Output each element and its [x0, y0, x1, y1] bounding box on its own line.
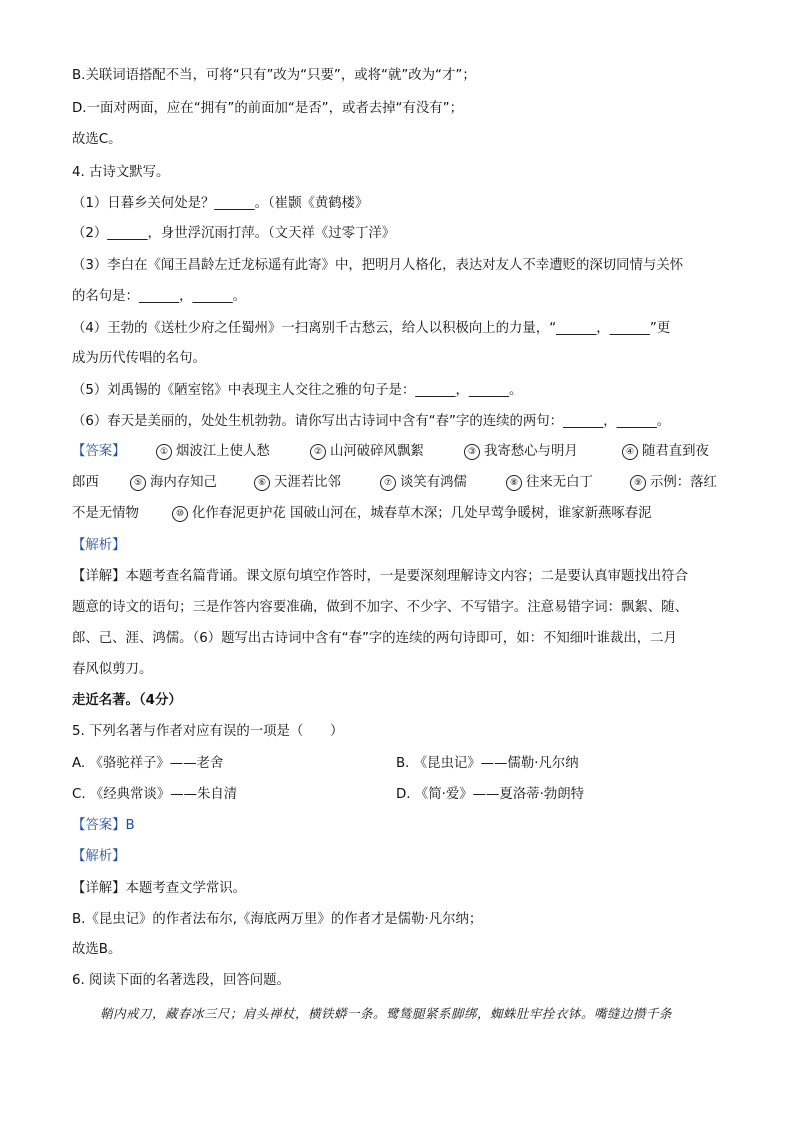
section-title: 走近名著。（4分）	[72, 693, 182, 708]
q4-detail-line-3: 郎、己、涯、鸿儒。（6）题写出古诗词中含有“春”字的连续的两句诗即可，如：不知细叶谁裁出，二月	[72, 631, 677, 646]
circled-number-5: ⑤	[130, 475, 146, 491]
q4-item-4: （4）王勃的《送杜少府之任蜀州》一扫离别千古愁云，给人以积极向上的力量，“______，______”更	[72, 321, 671, 336]
circled-number-1: ①	[156, 444, 172, 460]
q4-answer-row-2	[72, 474, 722, 492]
q4-answer-row-1	[72, 443, 722, 461]
q3-option-d-explanation: D.一面对两面，应在“拥有”的前面加“是否”，或者去掉“有没有”；	[72, 101, 463, 116]
q5-option-a: A. 《骆驼祥子》——老舍	[72, 756, 224, 771]
answer-item-8: ⑧ 往来无白丁	[506, 474, 593, 492]
circled-number-9: ⑨	[630, 475, 646, 491]
q4-item-5: （5）刘禹锡的《陋室铭》中表现主人交往之雅的句子是：______，______。	[72, 383, 523, 398]
answer-item-3: ③ 我寄愁心与明月	[464, 443, 578, 461]
q5-explanation: B.《昆虫记》的作者法布尔,《海底两万里》的作者才是儒勒·凡尔纳；	[72, 912, 483, 927]
answer-item-2: ② 山河破碎风飘絮	[310, 443, 424, 461]
q5-detail: 【详解】本题考查文学常识。	[72, 881, 247, 896]
q4-item-4-cont: 成为历代传唱的名句。	[72, 351, 206, 366]
q4-answer-row-3	[72, 505, 722, 523]
q6-excerpt: 鞘内戒刀，藏春冰三尺；肩头禅杖，横铁蟒一条。鹭鸶腿紧系脚绑，蜘蛛肚牢拴衣钵。嘴缝边攒千条	[100, 1006, 673, 1021]
circled-number-10: ⑩	[172, 506, 188, 522]
answer-item-1: ① 烟波江上使人愁	[156, 443, 270, 461]
circled-number-7: ⑦	[380, 475, 396, 491]
q4-item-2: （2）______，身世浮沉雨打萍。（文天祥《过零丁洋》	[72, 226, 396, 241]
q5-analysis-label: 【解析】	[72, 849, 126, 864]
q4-analysis-label: 【解析】	[72, 538, 126, 553]
q5-answer: 【答案】B	[72, 818, 135, 833]
q4-item-6: （6）春天是美丽的，处处生机勃勃。请你写出古诗词中含有“春”字的连续的两句：______，______。	[72, 414, 671, 429]
circled-number-8: ⑧	[506, 475, 522, 491]
answer-item-10: ⑩ 化作春泥更护花 国破山河在，城春草木深；几处早莺争暖树，谁家新燕啄春泥	[172, 505, 652, 523]
q5-option-b: B. 《昆虫记》——儒勒·凡尔纳	[396, 756, 579, 771]
answer-item-7: ⑦ 谈笑有鸿儒	[380, 474, 467, 492]
q5-conclusion: 故选B。	[72, 942, 122, 957]
q6-title: 6. 阅读下面的名著选段，回答问题。	[72, 973, 290, 988]
circled-number-4: ④	[622, 444, 638, 460]
q4-detail-line-4: 春风似剪刀。	[72, 662, 153, 677]
q4-detail-line-2: 题意的诗文的语句；三是作答内容要准确，做到不加字、不少字、不写错字。注意易错字词：飘絮、随、	[72, 600, 688, 615]
circled-number-2: ②	[310, 444, 326, 460]
q4-item-3: （3）李白在《闻王昌龄左迁龙标遥有此寄》中，把明月人格化，表达对友人不幸遭贬的深切同情与关怀	[72, 258, 684, 273]
answer-label: 【答案】	[72, 444, 126, 459]
q4-item-1: （1）日暮乡关何处是？______。（崔颢《黄鹤楼》	[72, 196, 369, 211]
q3-conclusion: 故选C。	[72, 132, 122, 147]
circled-number-6: ⑥	[254, 475, 270, 491]
q4-detail-line-1: 【详解】本题考查名篇背诵。课文原句填空作答时，一是要深刻理解诗文内容；二是要认真审题找出符合	[72, 569, 688, 584]
answer-item-4-cont: 郎西	[72, 475, 99, 490]
answer-item-9: ⑨ 示例：落红	[630, 474, 717, 492]
answer-item-4: ④ 随君直到夜	[622, 443, 709, 461]
answer-item-5: ⑤ 海内存知己	[130, 474, 217, 492]
q4-title: 4. 古诗文默写。	[72, 165, 170, 180]
answer-item-9-cont: 不是无情物	[72, 506, 139, 521]
answer-item-6: ⑥ 天涯若比邻	[254, 474, 341, 492]
q5-option-d: D. 《简·爱》——夏洛蒂·勃朗特	[396, 787, 585, 802]
q3-option-b-explanation: B.关联词语搭配不当，可将“只有”改为“只要”，或将“就”改为“才”；	[72, 68, 476, 83]
circled-number-3: ③	[464, 444, 480, 460]
q5-title: 5. 下列名著与作者对应有误的一项是（ ）	[72, 724, 344, 739]
q4-item-3-cont: 的名句是：______，______。	[72, 289, 247, 304]
q5-option-c: C. 《经典常谈》——朱自清	[72, 787, 238, 802]
